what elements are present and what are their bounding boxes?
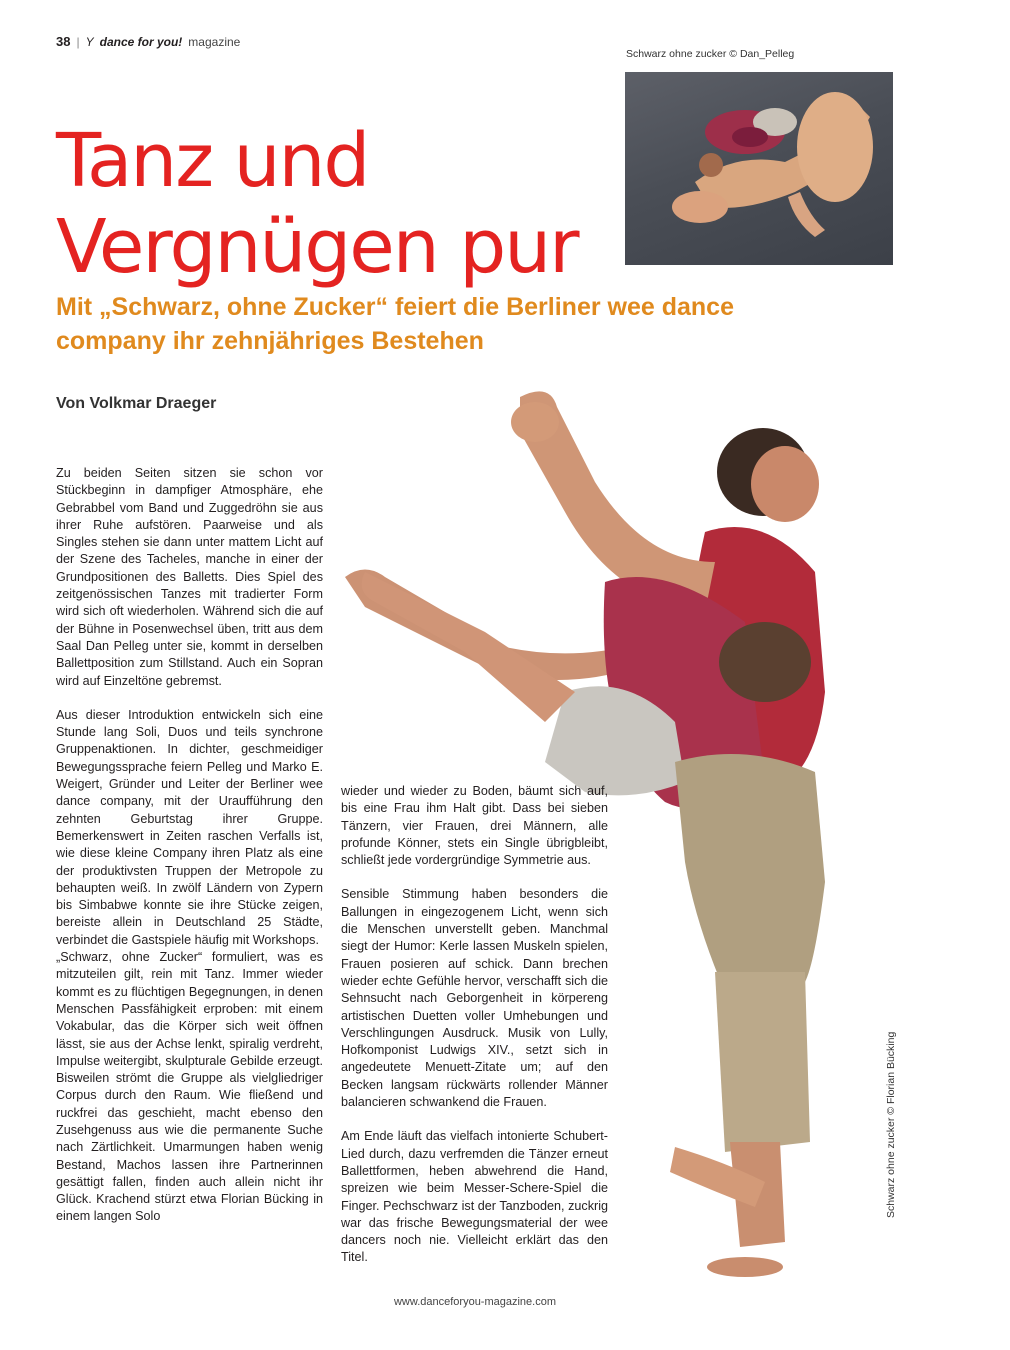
author-byline: Von Volkmar Draeger [56, 395, 217, 412]
page-number: 38 [56, 34, 71, 49]
text-column-2 [341, 783, 608, 1267]
paragraph: Zu beiden Seiten sitzen sie schon vor Stückbeginn in dampfiger Atmosphäre, ehe Gebrabbel vom Band und Zuggedröhn sie aus ihrer Ruhe aufstören. Paarweise und als Singles stehen sie dann unter mattem Licht auf der Szene des Tacheles, manche in einer der Grundpositionen des Balletts. Dies Spiel des zeitgenössischen Tanzes mit tradierter Form wird sich oft wiederholen. Während sich die auf der Bühne in Posenwechsel üben, tritt aus dem Saal Dan Pelleg unter sie, kommt in derselben Ballettposition zum Stillstand. Auch ein Sopran wird auf Einzeltöne gebremst. [56, 466, 323, 688]
page-header [56, 34, 240, 49]
top-photo-illustration [625, 72, 893, 265]
header-separator: | [76, 35, 80, 49]
paragraph: Sensible Stimmung haben besonders die Ballungen in eingezogenem Licht, wenn sich die Menschen unverstellt geben. Manchmal siegt der Humor: Kerle lassen Muskeln spielen, Frauen posieren auf schick. Dann brechen wieder echte Gefühle hervor, verschafft sich die Sehnsucht nach Geborgenheit in körpereng artistischen Duetten voller Umhebungen und Verschlingungen Ausdruck. Musik von Lully, Hofkomponist Ludwigs XIV., setzt sich in angedeutete Menuett-Zitate um; auf den Becken langsam rückwärts rollender Männer balancieren schwankend die Frauen. [341, 887, 608, 1110]
main-photo-caption: Schwarz ohne zucker © Florian Bücking [885, 1031, 897, 1218]
paragraph: „Schwarz, ohne Zucker“ formuliert, was es mitzuteilen gilt, rein mit Tanz. Immer wieder kommt es zu flüchtigen Begegnungen, in denen Menschen Passfähigkeit erproben: mit einem Vokabular, das die Körper sich weit öffnen lässt, sie aus der Achse lenkt, spiralig verdreht, Impulse weitergibt, skulpturale Gebilde erzeugt. Bisweilen strömt die Gruppe als vielgliedriger Corpus durch den Raum. Wie fließend und ruckfrei das geschieht, macht ebenso den Zusehgenuss aus wie die permanente Suche nach Zärtlichkeit. Umarmungen haben wenig Bestand, Machos lassen ihre Partnerinnen gesättigt fallen, finden auch allein nicht ihr Glück. Krachend stürzt etwa Florian Bücking in einem langen Solo [56, 950, 323, 1224]
title-line-2: Vergnügen pur [56, 204, 578, 290]
brand-name: dance for you! [99, 35, 183, 49]
title-line-1: Tanz und [56, 118, 369, 204]
paragraph: Aus dieser Introduktion entwickeln sich eine Stunde lang Soli, Duos und teils synchrone Gruppenaktionen. In dichter, geschmeidiger Bewegungssprache feiern Pelleg und Marko E. Weigert, Gründer und Leiter der Berliner wee dance company, mit der Uraufführung den zehnten Geburtstag ihrer Gruppe. Bemerkenswert in Zeiten raschen Verfalls ist, wie diese kleine Company ihren Platz als eine der produktivsten Truppen der Metropole zu behaupten weiß. In zwölf Ländern von Zypern bis Simbabwe konnte sie ihre Stücke zeigen, bereiste allein in Deutschland 25 Städte, verbindet die Gastspiele häufig mit Workshops. [56, 707, 323, 947]
top-dance-photo [625, 72, 893, 265]
footer-url[interactable]: www.danceforyou-magazine.com [393, 1296, 557, 1308]
text-column-1 [56, 465, 323, 1226]
article-subtitle: Mit „Schwarz, ohne Zucker“ feiert die Berliner wee dance company ihr zehnjähriges Bestehen [56, 293, 734, 355]
paragraph: Am Ende läuft das vielfach intonierte Schubert-Lied durch, dazu verfremden die Tänzer erneut Ballettformen, heben abwehrend die Hand, spreizen wie beim Messer-Schere-Spiel die Finger. Pechschwarz ist der Tanzboden, zuckrig war das frische Bewegungsmaterial der wee dancers noch nie. Vielleicht erklärt das den Titel. [341, 1129, 608, 1265]
paragraph: wieder und wieder zu Boden, bäumt sich auf, bis eine Frau ihm Halt gibt. Dass bei sieben Tänzern, vier Frauen, drei Männern, alle profunde Könner, stets ein Single übrigbleibt, schließt jede vordergründige Symmetrie aus. [341, 784, 608, 868]
top-photo-caption: Schwarz ohne zucker © Dan_Pelleg [626, 48, 795, 60]
brand-logo-mark: Y [85, 35, 94, 49]
magazine-label: magazine [188, 35, 241, 49]
article-title [56, 118, 578, 290]
